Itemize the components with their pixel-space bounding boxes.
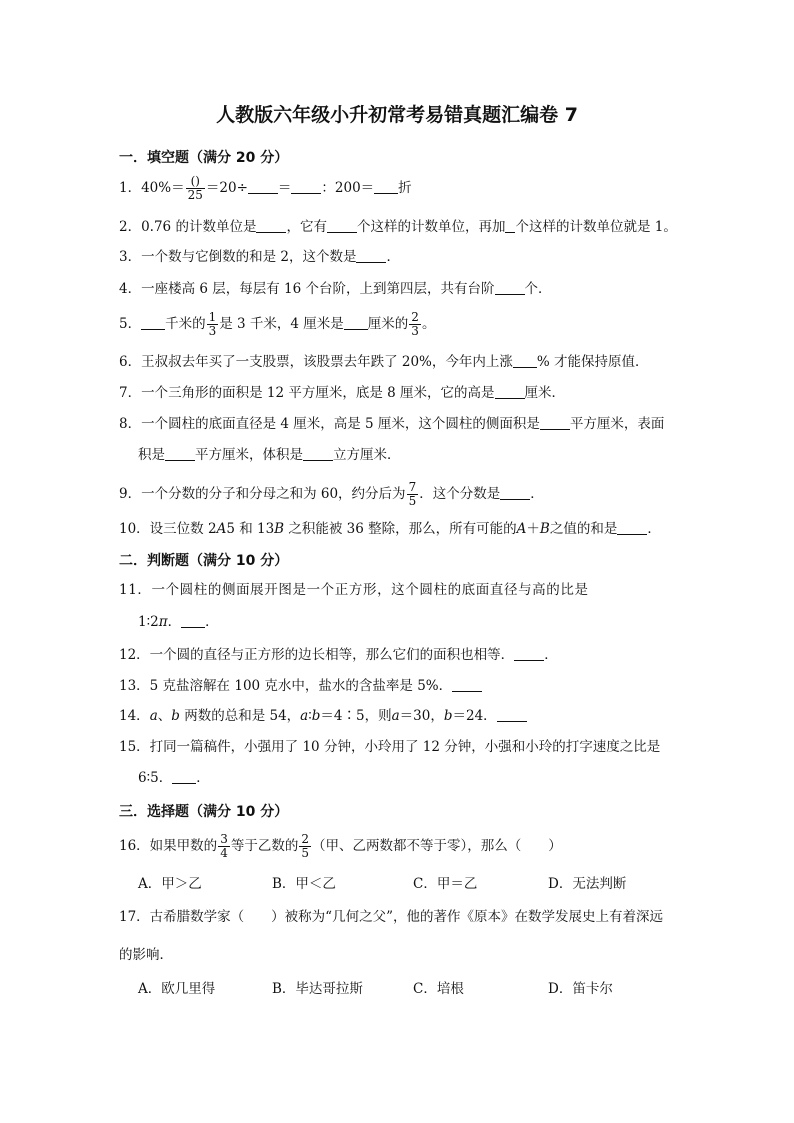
- option-c[interactable]: C．甲＝乙: [413, 876, 478, 892]
- question-17-continued: 的影响．: [119, 947, 173, 963]
- question-3: 3．一个数与它倒数的和是 2，这个数是 ．: [119, 249, 400, 265]
- fraction: $\frac{2}{5}$: [301, 832, 309, 860]
- section-true-false: 二．判断题（满分 10 分）: [119, 553, 289, 569]
- question-7: 7．一个三角形的面积是 12 平方厘米，底是 8 厘米，它的高是 厘米．: [119, 385, 566, 401]
- fraction: $\frac{1}{3}$: [208, 310, 217, 338]
- answer-blank[interactable]: [497, 708, 527, 722]
- answer-blank[interactable]: [303, 447, 333, 461]
- option-a[interactable]: A．甲＞乙: [138, 876, 202, 892]
- section-multiple-choice: 三．选择题（满分 10 分）: [119, 804, 289, 820]
- answer-blank[interactable]: [248, 180, 278, 194]
- answer-blank[interactable]: [327, 219, 357, 233]
- option-b[interactable]: B．甲＜乙: [272, 876, 336, 892]
- question-12: 12．一个圆的直径与正方形的边长相等，那么它们的面积也相等． ．: [119, 647, 558, 663]
- answer-blank[interactable]: [495, 385, 525, 399]
- answer-blank[interactable]: [495, 281, 525, 295]
- fraction: $\frac{()}{25}$: [187, 174, 203, 202]
- fraction: $\frac{2}{3}$: [411, 310, 419, 338]
- question-1: 1．40%＝ $\frac{()}{25}$ ＝20÷ ＝ ：200＝ 折: [119, 174, 412, 202]
- answer-blank[interactable]: [540, 416, 570, 430]
- question-11: 11．一个圆柱的侧面展开图是一个正方形，这个圆柱的底面直径与高的比是: [119, 582, 589, 598]
- question-10: 10．设三位数 2A5 和 13B 之积能被 36 整除，那么，所有可能的A＋B之值的和是 ．: [119, 521, 661, 537]
- answer-blank[interactable]: [141, 316, 165, 330]
- answer-blank[interactable]: [291, 180, 321, 194]
- option-d[interactable]: D．笛卡尔: [548, 981, 613, 997]
- question-13: 13．5 克盐溶解在 100 克水中，盐水的含盐率是 5%．: [119, 676, 482, 696]
- answer-blank[interactable]: [344, 316, 368, 330]
- answer-blank[interactable]: [165, 447, 195, 461]
- fraction: $\frac{7}{5}$: [408, 480, 417, 508]
- question-8-continued: 积是 平方厘米，体积是 立方厘米．: [138, 447, 401, 463]
- question-9: 9．一个分数的分子和分母之和为 60，约分后为 $\frac{7}{5}$ ．这个分数是 ．: [119, 480, 544, 508]
- option-b[interactable]: B．毕达哥拉斯: [272, 981, 363, 997]
- section-fill-in: 一．填空题（满分 20 分）: [119, 150, 289, 166]
- page-title: 人教版六年级小升初常考易错真题汇编卷 7: [216, 104, 578, 126]
- answer-blank[interactable]: [374, 180, 398, 194]
- option-c[interactable]: C．培根: [413, 981, 464, 997]
- question-15-continued: 6∶5． ．: [138, 770, 210, 786]
- question-8: 8．一个圆柱的底面直径是 4 厘米，高是 5 厘米，这个圆柱的侧面积是 平方厘米，表面: [119, 416, 665, 432]
- question-4: 4．一座楼高 6 层，每层有 16 个台阶，上到第四层，共有台阶 个．: [119, 281, 552, 297]
- answer-blank[interactable]: [617, 521, 647, 535]
- answer-blank[interactable]: [356, 249, 386, 263]
- question-11-continued: 1∶2π． ．: [138, 614, 219, 630]
- answer-blank[interactable]: [181, 614, 205, 628]
- question-6: 6．王叔叔去年买了一支股票，该股票去年跌了 20%，今年内上涨 % 才能保持原值．: [119, 354, 649, 370]
- answer-blank[interactable]: [172, 770, 196, 784]
- question-17: 17．古希腊数学家（ ）被称为“几何之父”，他的著作《原本》在数学发展史上有着深远: [119, 909, 663, 925]
- answer-blank[interactable]: [500, 486, 530, 500]
- option-a[interactable]: A．欧几里得: [138, 981, 216, 997]
- question-14: 14．a、b 两数的总和是 54，a∶b＝4∶5，则a＝30，b＝24．: [119, 706, 527, 726]
- answer-blank[interactable]: [514, 647, 544, 661]
- question-15: 15．打同一篇稿件，小强用了 10 分钟，小玲用了 12 分钟，小强和小玲的打字速度之比是: [119, 739, 661, 755]
- fraction: $\frac{3}{4}$: [220, 832, 228, 860]
- question-5: 5． 千米的 $\frac{1}{3}$ 是 3 千米，4 厘米是 厘米的 $\frac{2}{3}$ 。: [119, 310, 436, 338]
- question-2: 2．0.76 的计数单位是 ，它有 个这样的计数单位，再加 个这样的计数单位就是 1。: [119, 219, 677, 235]
- option-d[interactable]: D．无法判断: [548, 876, 627, 892]
- answer-blank[interactable]: [256, 219, 286, 233]
- answer-blank[interactable]: [452, 678, 482, 692]
- answer-blank[interactable]: [513, 354, 537, 368]
- answer-blank[interactable]: [505, 219, 515, 233]
- question-16: 16．如果甲数的 $\frac{3}{4}$ 等于乙数的 $\frac{2}{5}$ （甲、乙两数都不等于零），那么（ ）: [119, 832, 562, 860]
